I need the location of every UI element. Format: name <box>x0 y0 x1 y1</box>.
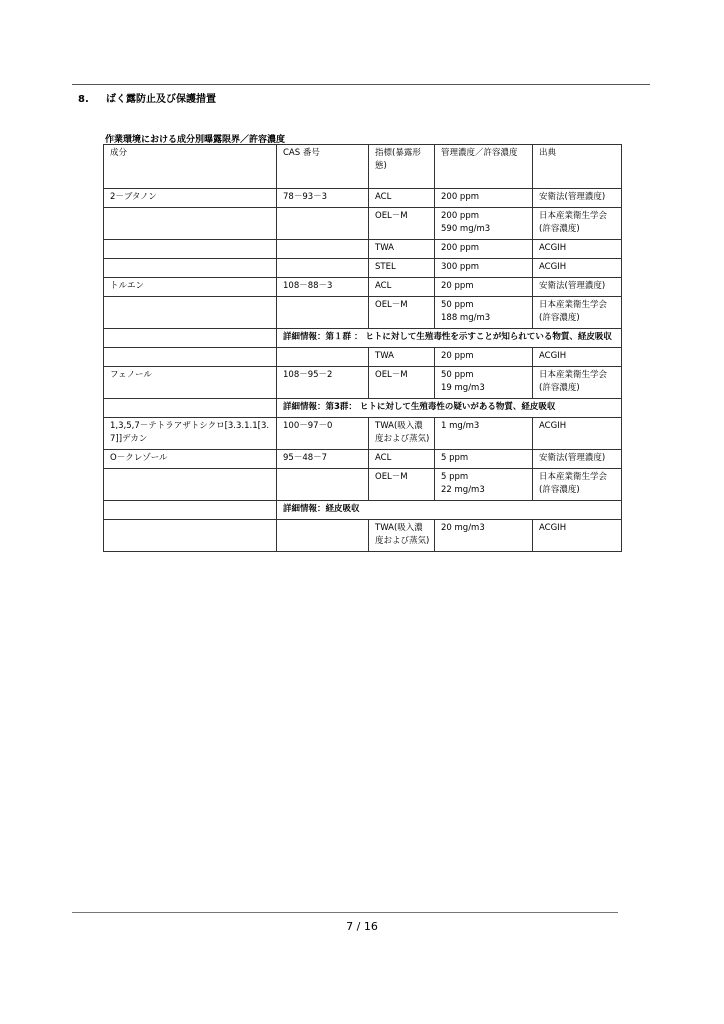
cell-component <box>104 469 277 501</box>
cell-source: ACGIH <box>533 259 622 278</box>
cell-concentration: 300 ppm <box>435 259 533 278</box>
cell-indicator: ACL <box>369 189 435 208</box>
cell-concentration: 200 ppm 590 mg/m3 <box>435 208 533 240</box>
table-row <box>104 450 622 469</box>
cell-cas-number <box>277 520 369 552</box>
table-row <box>104 189 622 208</box>
cell-component <box>104 208 277 240</box>
cell-source: ACGIH <box>533 240 622 259</box>
cell-cas-number: 78－93－3 <box>277 189 369 208</box>
cell-concentration: 20 ppm <box>435 348 533 367</box>
cell-cas-number: 108－88－3 <box>277 278 369 297</box>
cell-component: フェノール <box>104 367 277 399</box>
cell-source: ACGIH <box>533 348 622 367</box>
table-row <box>104 469 622 501</box>
table-row <box>104 418 622 450</box>
cell-source: 安衛法(管理濃度) <box>533 450 622 469</box>
table-row <box>104 208 622 240</box>
cell-cas-number: 100－97－0 <box>277 418 369 450</box>
cell-component <box>104 329 277 348</box>
cell-cas-number <box>277 259 369 278</box>
cell-cas-number <box>277 297 369 329</box>
cell-source: 日本産業衛生学会(許容濃度) <box>533 208 622 240</box>
page-number: 7 / 16 <box>346 920 378 933</box>
exposure-limits-table <box>103 144 622 552</box>
cell-concentration: 20 mg/m3 <box>435 520 533 552</box>
cell-indicator: STEL <box>369 259 435 278</box>
cell-concentration: 200 ppm <box>435 189 533 208</box>
cell-indicator: TWA <box>369 348 435 367</box>
header-component: 成分 <box>104 145 277 189</box>
cell-indicator: ACL <box>369 278 435 297</box>
cell-cas-number <box>277 469 369 501</box>
cell-component <box>104 399 277 418</box>
footer-rule <box>72 912 618 913</box>
cell-indicator: TWA(吸入濃度および蒸気) <box>369 418 435 450</box>
cell-indicator: TWA <box>369 240 435 259</box>
section-title: ばく露防止及び保護措置 <box>106 94 216 105</box>
cell-indicator: OEL－M <box>369 469 435 501</box>
table-row <box>104 367 622 399</box>
table-row <box>104 297 622 329</box>
cell-component: O－クレゾール <box>104 450 277 469</box>
cell-indicator: TWA(吸入濃度および蒸気) <box>369 520 435 552</box>
cell-concentration: 5 ppm 22 mg/m3 <box>435 469 533 501</box>
detail-info: 詳細情報：第１群 ： ヒトに対して生殖毒性を示すことが知られている物質、経皮吸収 <box>277 329 622 348</box>
detail-info: 詳細情報：第3群： ヒトに対して生殖毒性の疑いがある物質、経皮吸収 <box>277 399 622 418</box>
section-heading <box>78 90 216 105</box>
cell-concentration: 1 mg/m3 <box>435 418 533 450</box>
cell-component <box>104 348 277 367</box>
cell-concentration: 50 ppm 19 mg/m3 <box>435 367 533 399</box>
cell-indicator: ACL <box>369 450 435 469</box>
cell-indicator: OEL－M <box>369 208 435 240</box>
table-row <box>104 278 622 297</box>
table-row <box>104 259 622 278</box>
cell-component <box>104 259 277 278</box>
cell-component: トルエン <box>104 278 277 297</box>
cell-indicator: OEL－M <box>369 367 435 399</box>
header-source: 出典 <box>533 145 622 189</box>
table-row <box>104 520 622 552</box>
table-caption: 作業環境における成分別曝露限界／許容濃度 <box>105 135 286 145</box>
header-rule <box>72 84 650 85</box>
table-header-row <box>104 145 622 189</box>
section-number: 8. <box>78 94 89 105</box>
table-row <box>104 348 622 367</box>
cell-source: ACGIH <box>533 418 622 450</box>
table-body <box>104 189 622 552</box>
detail-row <box>104 399 622 418</box>
cell-source: 安衛法(管理濃度) <box>533 278 622 297</box>
cell-cas-number: 95－48－7 <box>277 450 369 469</box>
detail-info: 詳細情報：経皮吸収 <box>277 501 622 520</box>
detail-row <box>104 329 622 348</box>
cell-concentration: 20 ppm <box>435 278 533 297</box>
cell-cas-number <box>277 240 369 259</box>
cell-component <box>104 297 277 329</box>
cell-concentration: 50 ppm 188 mg/m3 <box>435 297 533 329</box>
cell-component: 2－ブタノン <box>104 189 277 208</box>
cell-component <box>104 240 277 259</box>
cell-source: 日本産業衛生学会(許容濃度) <box>533 297 622 329</box>
cell-source: 日本産業衛生学会(許容濃度) <box>533 367 622 399</box>
cell-cas-number <box>277 208 369 240</box>
cell-cas-number: 108－95－2 <box>277 367 369 399</box>
header-cas-number: CAS 番号 <box>277 145 369 189</box>
header-concentration: 管理濃度／許容濃度 <box>435 145 533 189</box>
header-indicator: 指標(暴露形態) <box>369 145 435 189</box>
cell-cas-number <box>277 348 369 367</box>
cell-source: 日本産業衛生学会(許容濃度) <box>533 469 622 501</box>
cell-concentration: 5 ppm <box>435 450 533 469</box>
cell-indicator: OEL－M <box>369 297 435 329</box>
cell-component: 1,3,5,7－テトラアザトシクロ[3.3.1.1[3.7]]デカン <box>104 418 277 450</box>
cell-source: 安衛法(管理濃度) <box>533 189 622 208</box>
cell-component <box>104 520 277 552</box>
cell-concentration: 200 ppm <box>435 240 533 259</box>
cell-source: ACGIH <box>533 520 622 552</box>
detail-row <box>104 501 622 520</box>
cell-component <box>104 501 277 520</box>
table-row <box>104 240 622 259</box>
